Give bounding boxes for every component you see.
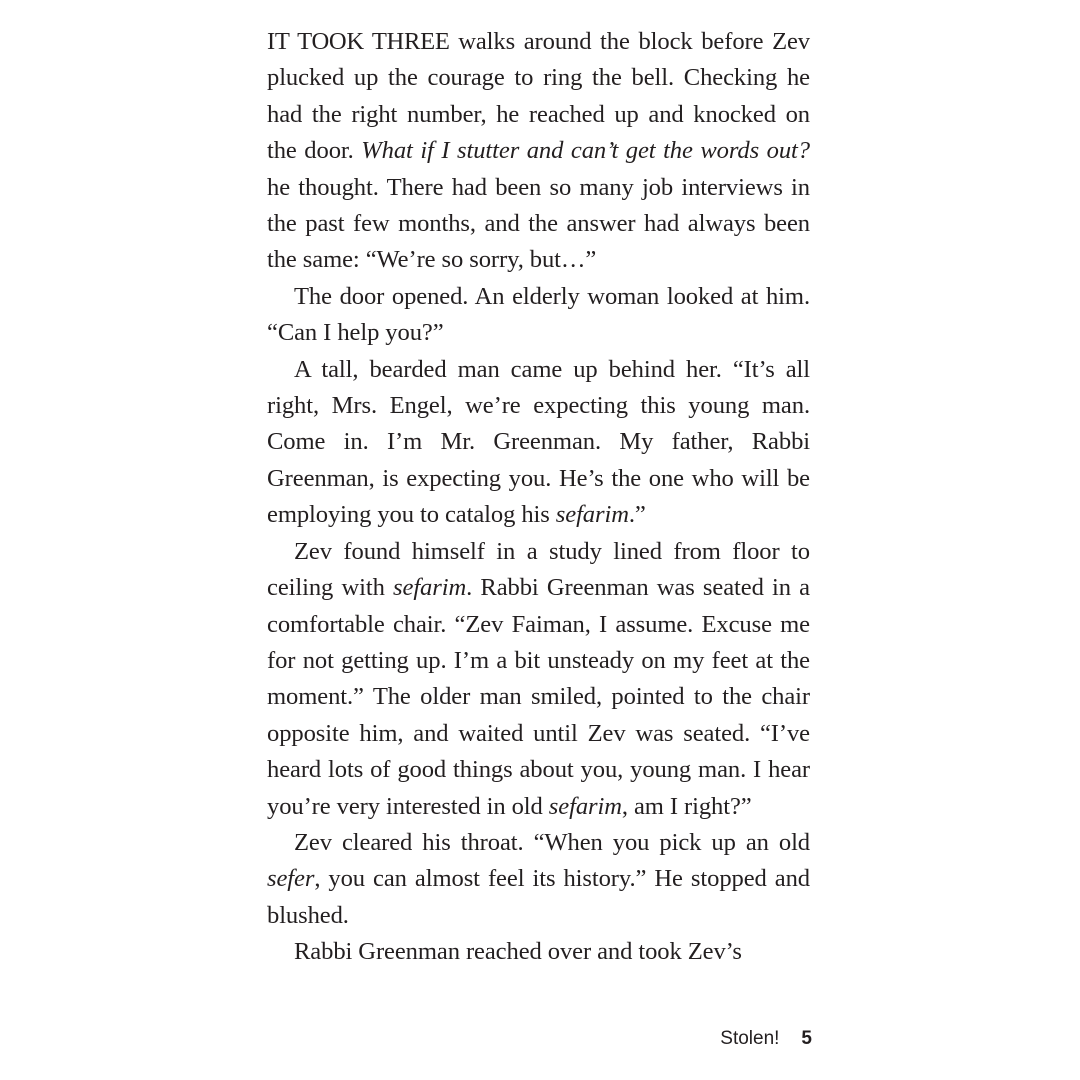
paragraph-1-text-b: he thought. There had been so many job interviews in the past few months, and the answer had always been the same: “We’re so sorry, but…” (267, 173, 810, 274)
paragraph-5-italic: sefer (267, 865, 315, 893)
paragraph-5-text-b: , you can almost feel its history.” He stopped and blushed. (267, 865, 810, 929)
paragraph-1-italic-thought: What if I stutter and can’t get the words out? (361, 137, 810, 165)
paragraph-5 (267, 825, 810, 934)
chapter-lead-in: IT TOOK THREE (267, 28, 450, 55)
paragraph-3-text-a: A tall, bearded man came up behind her. “It’s all right, Mrs. Engel, we’re expecting this young man. Come in. I’m Mr. Greenman. My father, Rabbi Greenman, is expecting you. He’s the one who will be employing you to catalog his (267, 355, 810, 529)
paragraph-4 (267, 534, 810, 825)
paragraph-2 (267, 279, 810, 352)
paragraph-4-text-b: . Rabbi Greenman was seated in a comfortable chair. “Zev Faiman, I assume. Excuse me for not getting up. I’m a bit unsteady on my feet at the moment.” The older man smiled, pointed to the chair opposite him, and waited until Zev was seated. “I’ve heard lots of good things about you, young man. I hear you’re very interested in old (267, 574, 810, 820)
paragraph-6-text: Rabbi Greenman reached over and took Zev’s (294, 938, 742, 966)
paragraph-4-text-a: Zev found himself in a study lined from floor to ceiling with (267, 537, 810, 602)
paragraph-2-text: The door opened. An elderly woman looked at him. “Can I help you?” (267, 282, 810, 347)
paragraph-1 (267, 24, 810, 279)
page-number: 5 (801, 1028, 812, 1049)
paragraph-3-italic: sefarim (555, 501, 629, 529)
paragraph-4-text-c: , am I right?” (621, 792, 752, 820)
paragraph-5-text-a: Zev cleared his throat. “When you pick up an old (294, 828, 810, 856)
running-title: Stolen! (720, 1028, 780, 1049)
paragraph-3 (267, 352, 810, 534)
page-footer (720, 1028, 812, 1050)
paragraph-4-italic-2: sefarim (548, 792, 622, 820)
paragraph-4-italic-1: sefarim (393, 574, 467, 602)
paragraph-3-text-b: .” (628, 501, 646, 529)
book-page-body (267, 24, 810, 971)
paragraph-1-text-a: walks around the block before Zev plucked up the courage to ring the bell. Checking he had the right number, he reached up and knocked on the door. (267, 28, 811, 165)
paragraph-6 (267, 934, 810, 970)
